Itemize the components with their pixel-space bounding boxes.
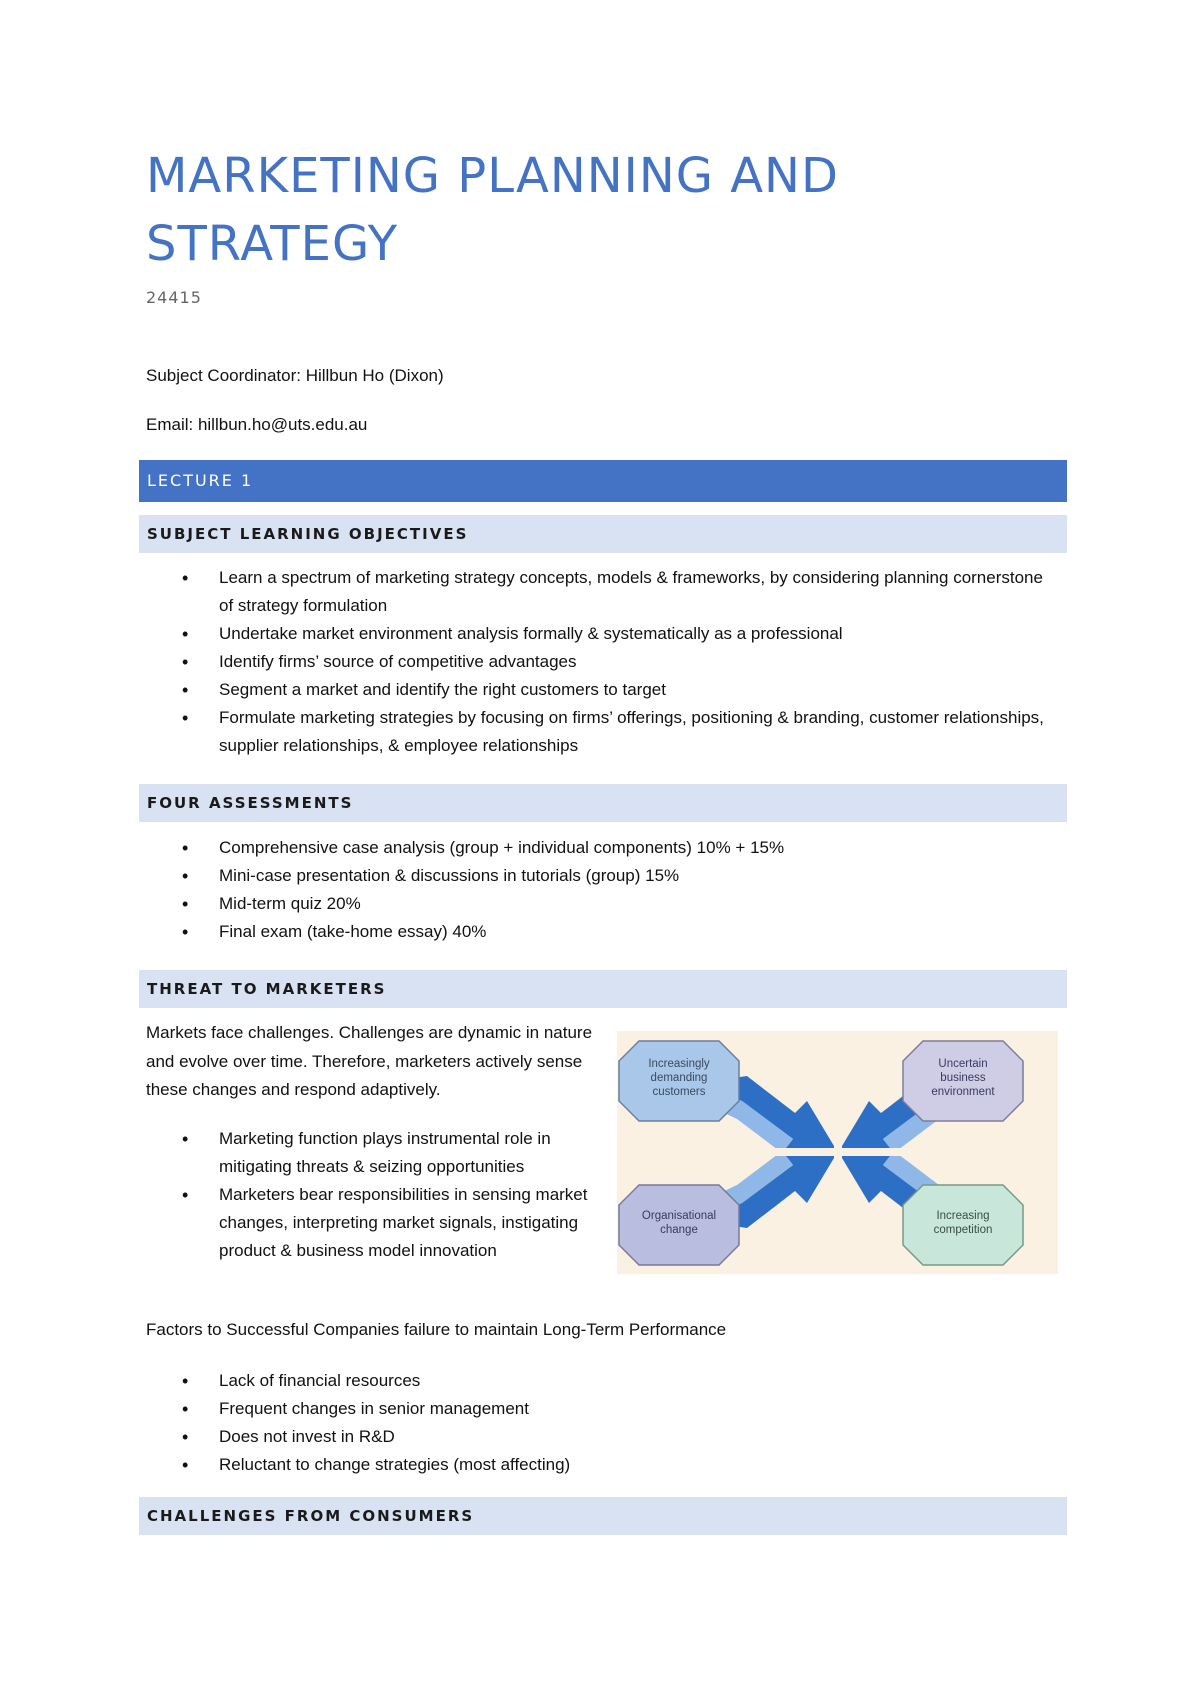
box-top-left-line2: demanding xyxy=(650,1072,708,1084)
list-item: • Marketing function plays instrumental role in mitigating threats & seizing opportunities xyxy=(146,1125,601,1181)
list-item: • Formulate marketing strategies by focusing on firms’ offerings, positioning & branding, customer relationships, supplier relationships, & employee relationships xyxy=(146,704,1056,760)
box-top-right-line1: Uncertain xyxy=(938,1058,988,1070)
list-item: • Learn a spectrum of marketing strategy concepts, models & frameworks, by considering planning cornerstone of strategy formulation xyxy=(146,564,1056,620)
challenges-heading: CHALLENGES FROM CONSUMERS xyxy=(139,1497,1067,1535)
list-item: • Reluctant to change strategies (most affecting) xyxy=(146,1451,1056,1479)
document-title: MARKETING PLANNING AND STRATEGY xyxy=(146,148,839,272)
subject-code: 24415 xyxy=(146,288,202,307)
list-item: • Mid-term quiz 20% xyxy=(146,890,1056,918)
box-bottom-left-line1: Organisational xyxy=(641,1210,717,1222)
threat-list xyxy=(146,1125,601,1265)
box-top-right-line3: environment xyxy=(931,1086,995,1098)
objectives-heading: SUBJECT LEARNING OBJECTIVES xyxy=(139,515,1067,553)
list-item: • Does not invest in R&D xyxy=(146,1423,1056,1451)
box-top-right-line2: business xyxy=(940,1072,986,1084)
coordinator-email: Email: hillbun.ho@uts.edu.au xyxy=(146,415,368,434)
threat-intro: Markets face challenges. Challenges are dynamic in nature and evolve over time. Therefore, marketers actively sense these changes and respond adaptively. xyxy=(146,1023,593,1099)
assessments-heading: FOUR ASSESSMENTS xyxy=(139,784,1067,822)
list-item: • Segment a market and identify the right customers to target xyxy=(146,676,1056,704)
threat-heading: THREAT TO MARKETERS xyxy=(139,970,1067,1008)
lecture-heading: LECTURE 1 xyxy=(139,460,1067,502)
list-item: • Frequent changes in senior management xyxy=(146,1395,1056,1423)
factors-heading: Factors to Successful Companies failure to maintain Long-Term Performance xyxy=(146,1320,727,1339)
box-top-left-line1: Increasingly xyxy=(648,1058,710,1070)
list-item: • Identify firms’ source of competitive advantages xyxy=(146,648,1056,676)
objectives-list xyxy=(146,564,1056,760)
box-top-left-line3: customers xyxy=(652,1086,706,1098)
box-bottom-left xyxy=(619,1185,739,1265)
market-challenges-diagram xyxy=(617,1031,1058,1274)
list-item: • Mini-case presentation & discussions in tutorials (group) 15% xyxy=(146,862,1056,890)
box-bottom-right-line2: competition xyxy=(933,1224,993,1236)
center-gap-horizontal xyxy=(767,1148,909,1156)
assessments-list xyxy=(146,834,1056,946)
list-item: • Lack of financial resources xyxy=(146,1367,1056,1395)
list-item: • Undertake market environment analysis formally & systematically as a professional xyxy=(146,620,1056,648)
factors-list xyxy=(146,1367,1056,1479)
subject-coordinator: Subject Coordinator: Hillbun Ho (Dixon) xyxy=(146,366,444,385)
box-bottom-left-line2: change xyxy=(660,1224,698,1236)
box-bottom-right-line1: Increasing xyxy=(936,1210,990,1222)
box-bottom-right xyxy=(903,1185,1023,1265)
list-item: • Comprehensive case analysis (group + individual components) 10% + 15% xyxy=(146,834,1056,862)
list-item: • Marketers bear responsibilities in sensing market changes, interpreting market signals, instigating product & business model innovation xyxy=(146,1181,601,1265)
box-top-right xyxy=(903,1041,1023,1121)
box-top-left xyxy=(619,1041,739,1121)
list-item: • Final exam (take-home essay) 40% xyxy=(146,918,1056,946)
